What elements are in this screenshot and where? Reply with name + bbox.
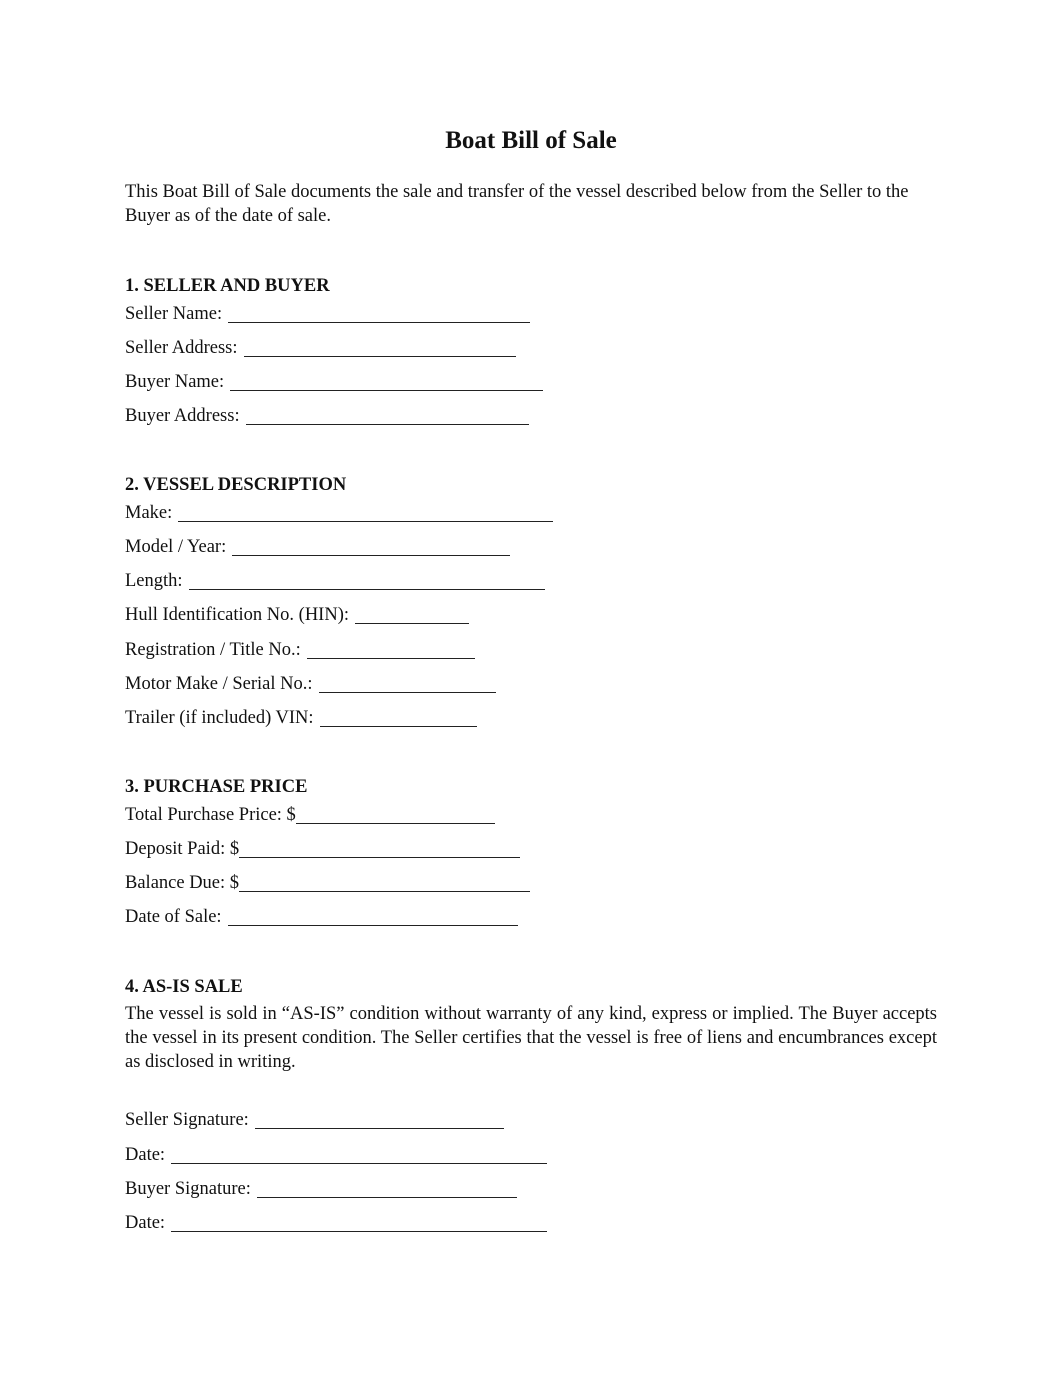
registration-blank[interactable] <box>307 639 475 659</box>
total-price-field <box>125 803 495 827</box>
hin-blank[interactable] <box>355 604 469 624</box>
date-of-sale-blank[interactable] <box>228 906 518 926</box>
seller-date-field <box>125 1143 547 1167</box>
buyer-date-blank[interactable] <box>171 1212 547 1232</box>
buyer-date-field <box>125 1211 547 1235</box>
deposit-blank[interactable] <box>239 838 520 858</box>
deposit-field <box>125 837 520 861</box>
balance-blank[interactable] <box>239 872 530 892</box>
document-title: Boat Bill of Sale <box>445 127 617 154</box>
seller-name-field <box>125 302 530 326</box>
total-price-blank[interactable] <box>296 804 495 824</box>
seller-date-blank[interactable] <box>171 1144 547 1164</box>
model-year-blank[interactable] <box>232 536 510 556</box>
buyer-name-label: Buyer Name: <box>125 372 225 392</box>
make-blank[interactable] <box>178 502 553 522</box>
deposit-label: Deposit Paid: $ <box>125 839 240 859</box>
section-heading-vessel: 2. VESSEL DESCRIPTION <box>125 475 347 495</box>
section-heading-seller-buyer: 1. SELLER AND BUYER <box>125 276 330 296</box>
model-year-field <box>125 535 510 559</box>
section-heading-as-is: 4. AS-IS SALE <box>125 977 243 997</box>
hin-label: Hull Identification No. (HIN): <box>125 605 349 625</box>
buyer-signature-field <box>125 1177 517 1201</box>
buyer-signature-blank[interactable] <box>257 1178 517 1198</box>
seller-address-label: Seller Address: <box>125 338 238 358</box>
buyer-address-blank[interactable] <box>246 405 529 425</box>
seller-date-label: Date: <box>125 1145 166 1165</box>
seller-signature-label: Seller Signature: <box>125 1110 249 1130</box>
section-heading-price: 3. PURCHASE PRICE <box>125 777 308 797</box>
length-label: Length: <box>125 571 183 591</box>
motor-field <box>125 672 496 696</box>
balance-field <box>125 871 530 895</box>
seller-address-blank[interactable] <box>244 337 516 357</box>
seller-name-label: Seller Name: <box>125 304 223 324</box>
total-price-label: Total Purchase Price: $ <box>125 805 296 825</box>
buyer-signature-label: Buyer Signature: <box>125 1179 251 1199</box>
buyer-address-label: Buyer Address: <box>125 406 240 426</box>
trailer-label: Trailer (if included) VIN: <box>125 708 314 728</box>
motor-blank[interactable] <box>319 673 496 693</box>
make-field <box>125 501 553 525</box>
length-field <box>125 569 545 593</box>
as-is-paragraph: The vessel is sold in “AS-IS” condition without warranty of any kind, express or implied. The Buyer accepts the vessel in its present condition. The Seller certifies that the vessel is free of liens and encumbrances except as disclosed in writing. <box>125 1004 937 1072</box>
length-blank[interactable] <box>189 570 545 590</box>
registration-field <box>125 638 475 662</box>
date-of-sale-field <box>125 905 518 929</box>
buyer-address-field <box>125 404 529 428</box>
seller-signature-field <box>125 1108 504 1132</box>
seller-name-blank[interactable] <box>228 303 530 323</box>
registration-label: Registration / Title No.: <box>125 640 301 660</box>
model-year-label: Model / Year: <box>125 537 227 557</box>
trailer-field <box>125 706 477 730</box>
motor-label: Motor Make / Serial No.: <box>125 674 313 694</box>
make-label: Make: <box>125 503 173 523</box>
seller-address-field <box>125 336 516 360</box>
hin-field <box>125 603 469 627</box>
buyer-name-blank[interactable] <box>230 371 543 391</box>
buyer-name-field <box>125 370 543 394</box>
seller-signature-blank[interactable] <box>255 1109 504 1129</box>
date-of-sale-label: Date of Sale: <box>125 907 222 927</box>
buyer-date-label: Date: <box>125 1213 166 1233</box>
trailer-blank[interactable] <box>320 707 477 727</box>
balance-label: Balance Due: $ <box>125 873 240 893</box>
intro-paragraph: This Boat Bill of Sale documents the sale and transfer of the vessel described below from the Seller to the Buyer as of the date of sale. <box>125 182 909 226</box>
